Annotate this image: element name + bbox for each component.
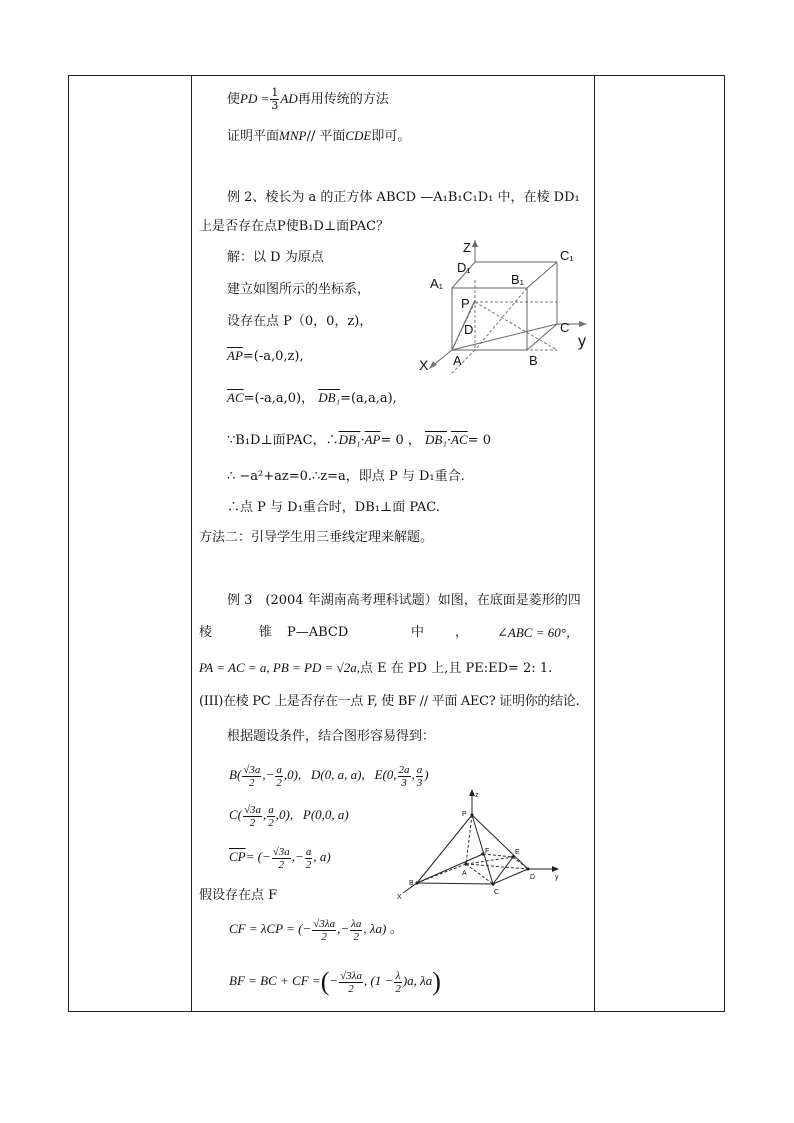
vector-cp: $\overline{CP}=$ (− $\frac{√3a}{2}$ ,− $\frac{a}{2}$ , a)	[229, 845, 331, 871]
pyramid-label-p: P	[462, 811, 467, 818]
point-b-d-e: B( $\frac{√3a}{2}$ ,− $\frac{a}{2}$ ,0), D(0, a, a), E(0, $\frac{2a}{3}$ , $\frac{a}{3}$ )	[229, 763, 429, 789]
solution-line1: 解：以 D 为原点	[227, 250, 324, 265]
line-plane: 证明平面MNP// 平面CDE即可。	[227, 128, 411, 144]
example2-line1: 例 2、棱长为 a 的正方体 ABCD —A₁B₁C₁D₁ 中，在棱 DD₁	[227, 190, 580, 205]
therefore-line2: ∴点 P 与 D₁重合时，DB₁⊥面 PAC.	[227, 500, 440, 515]
solution-line2: 建立如图所示的坐标系，	[227, 282, 371, 297]
column-divider-left	[191, 75, 192, 1012]
cube-label-b1: B₁	[511, 272, 525, 287]
pyramid-label-y: y	[555, 874, 559, 881]
cube-label-a: A	[453, 353, 462, 368]
cube-label-z: Z	[463, 240, 471, 255]
cube-label-y: y	[578, 333, 586, 350]
pyramid-label-f: F	[485, 848, 490, 855]
column-divider-right	[594, 75, 595, 1012]
cube-label-d: D	[464, 322, 474, 337]
pyramid-label-a: A	[462, 870, 467, 877]
pyramid-label-d: D	[530, 874, 536, 881]
point-c-p: C( $\frac{√3a}{2}$ , $\frac{a}{2}$ ,0), P(0,0, a)	[229, 803, 349, 829]
cube-label-c1: C₁	[560, 248, 574, 263]
example3-line1: 例 3 (2004 年湖南高考理科试题）如图，在底面是菱形的四	[227, 593, 581, 608]
assume-text: 假设存在点 F	[199, 888, 278, 903]
pyramid-label-b: B	[409, 880, 414, 887]
perpendicular-condition: ∵B₁D⊥面PAC，$\therefore DB_1\cdot\overline{AP}= 0$ ， $DB_1\cdot\overline{AC}= 0$	[227, 432, 491, 448]
cube-label-a1: A₁	[430, 276, 444, 291]
method-two: 方法二：引导学生用三垂线定理来解题。	[199, 530, 434, 545]
pyramid-label-z: z	[475, 792, 479, 799]
cube-label-x: X	[419, 357, 429, 373]
cube-label-c: C	[560, 320, 570, 335]
content-column: 使PD = $\frac{1}{3}$ AD再用传统的方法 证明平面MNP// 平面CDE即可。 例 2、棱长为 a 的正方体 ABCD —A₁B₁C₁D₁ 中，在棱 DD₁ 上是否存在点P使B₁D⊥面PAC？ 解：以 D 为原点 建立如图所示的坐标系， 设存在点 P（0，0，z)， $\overline{AP}=(-a,0,z)$, $\overline{AC}=(-a,a,0)$， DB₁=(a,a,a), ∵B₁D⊥面PAC，$\therefore DB_1\cdot\overline{AP}= 0$ ， $DB_1\cdot\overline{AC}= 0$ ∴ −a²+az=0.∴z=a，即点 P 与 D₁重合. ∴点 P 与 D₁重合时，DB₁⊥面 PAC. 方法二：引导学生用三垂线定理来解题。 例 3 (2004 年湖南高考理科试题）如图，在底面是菱形的四 棱 锥 P—ABCD 中 ， ∠ABC = 60°， PA = AC = a, PB = PD = √2a,点 E 在 PD 上,且 PE:ED= 2: 1. (III)在棱 PC 上是否存在一点 F, 使 BF // 平面 AEC? 证明你的结论. 根据题设条件，结合图形容易得到： B( $\frac{√3a}{2}$ ,− $\frac{a}{2}$ ,0), D(0, a, a), E(0, $\frac{2a}{3}$ , $\frac{a}{3}$ ) C( $\frac{√3a}{2}$ , $\frac{a}{2}$ ,0), P(0,0, a) $\overline{CP}=$ (− $\frac{√3a}{2}$ ,− $\frac{a}{2}$ , a) 假设存在点 F CF = λCP = (− $\frac{√3\lambda a}{2}$ ,− $\frac{\lambda a}{2}$ , λa) 。 BF = BC + CF =(− $\frac{√3\lambda a}{2}$ , (1 − $\frac{\lambda}{2}$ )a, λa) Z D₁ C₁ A₁ B₁ P D C y X A B z P E F A D y B C X	[199, 75, 593, 1012]
pyramid-label-e: E	[515, 849, 520, 856]
vector-ac-db1: $\overline{AC}=(-a,a,0)$， DB₁=(a,a,a),	[227, 390, 397, 406]
solution-line3: 设存在点 P（0，0，z)，	[227, 314, 373, 329]
cube-label-b: B	[529, 353, 538, 368]
condition-text: 根据题设条件，结合图形容易得到：	[227, 729, 436, 744]
example3-line3: PA = AC = a, PB = PD = √2a,点 E 在 PD 上,且 PE:ED= 2: 1.	[199, 660, 553, 676]
line-pd: 使PD = $\frac{1}{3}$ AD再用传统的方法	[227, 86, 389, 112]
pyramid-label-x: X	[397, 894, 402, 901]
pyramid-figure	[395, 787, 565, 902]
vector-cf: CF = λCP = (− $\frac{√3\lambda a}{2}$ ,− $\frac{\lambda a}{2}$ , λa) 。	[229, 917, 403, 943]
example3-question: (III)在棱 PC 上是否存在一点 F, 使 BF // 平面 AEC? 证明你的结论.	[199, 694, 580, 709]
cube-label-d1: D₁	[457, 260, 471, 275]
cube-figure	[417, 240, 595, 375]
therefore-line1: ∴ −a²+az=0.∴z=a，即点 P 与 D₁重合.	[227, 469, 465, 484]
vector-bf: BF = BC + CF =(− $\frac{√3\lambda a}{2}$ , (1 − $\frac{\lambda}{2}$ )a, λa)	[229, 967, 441, 997]
example2-line2: 上是否存在点P使B₁D⊥面PAC？	[199, 219, 390, 234]
vector-ap: $\overline{AP}=(-a,0,z)$,	[227, 348, 304, 364]
cube-label-p: P	[461, 296, 470, 311]
pyramid-label-c: C	[494, 889, 500, 896]
